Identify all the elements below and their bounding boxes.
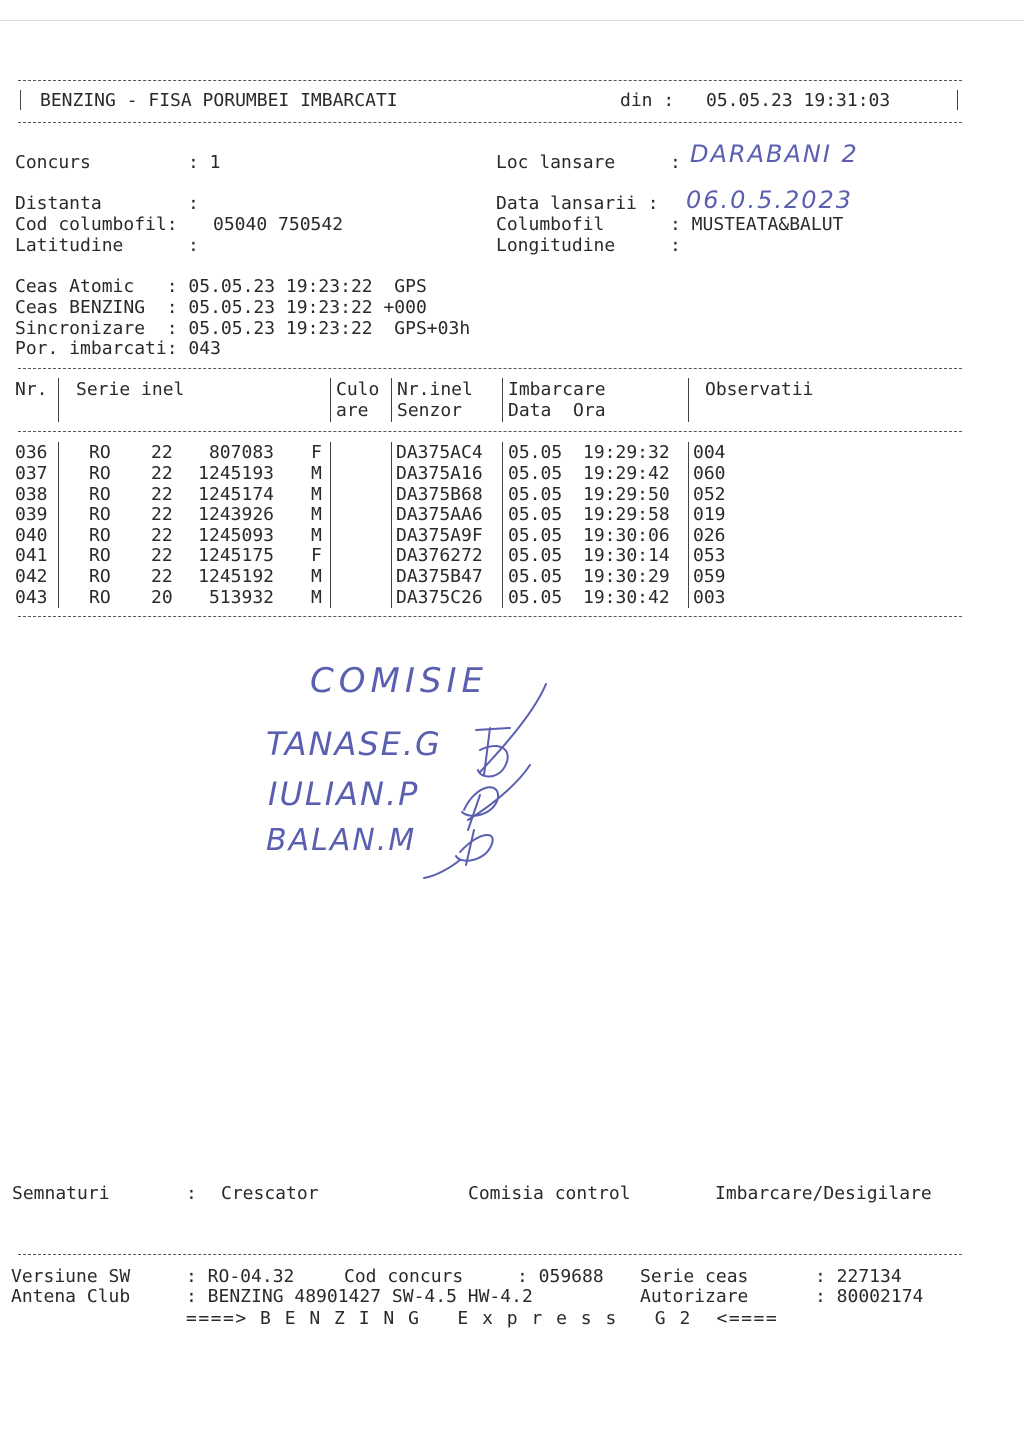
cell-obs: 060	[693, 463, 726, 484]
cell-nr: 036	[15, 442, 48, 463]
signature-1	[476, 728, 510, 777]
cell-obs: 052	[693, 484, 726, 505]
page-top-edge	[0, 20, 1024, 21]
table-row	[0, 506, 1024, 526]
cell-country: RO	[89, 525, 111, 546]
table-row	[0, 547, 1024, 567]
longitudine-value: :	[670, 235, 681, 256]
cell-sensor: DA376272	[396, 545, 483, 566]
cell-ring: 1245093	[198, 525, 274, 546]
cell-sex: M	[311, 525, 322, 546]
col-header-nr: Nr.	[15, 379, 48, 400]
table-bottom-rule	[18, 616, 962, 617]
versiune-label: Versiune SW	[11, 1266, 131, 1287]
col-divider-culo	[391, 378, 392, 422]
cell-country: RO	[89, 566, 111, 587]
cell-obs: 053	[693, 545, 726, 566]
antena-value: : BENZING 48901427 SW-4.5 HW-4.2	[186, 1286, 533, 1307]
loc-lansare-colon: :	[670, 152, 681, 173]
cell-date: 05.05	[508, 525, 563, 546]
cell-date: 05.05	[508, 566, 563, 587]
antena-label: Antena Club	[11, 1286, 131, 1307]
imbarcare-desigilare-label: Imbarcare/Desigilare	[715, 1183, 932, 1204]
cell-country: RO	[89, 587, 111, 608]
cell-year: 22	[151, 566, 173, 587]
cell-nr: 037	[15, 463, 48, 484]
cell-sex: M	[311, 587, 322, 608]
longitudine-label: Longitudine	[496, 235, 616, 256]
commission-member-2: IULIAN.P	[268, 775, 420, 813]
versiune-value: : RO-04.32	[186, 1266, 295, 1287]
cod-columbofil-value: 05040 750542	[213, 214, 344, 235]
latitudine-label: Latitudine	[15, 235, 124, 256]
col-divider-nr	[58, 378, 59, 422]
signature-3-tail	[424, 860, 460, 878]
data-lansarii-handwritten: 06.0.5.2023	[686, 186, 854, 214]
signature-2	[462, 787, 498, 830]
col-divider-senzor	[502, 378, 503, 422]
cell-time: 19:30:29	[583, 566, 670, 587]
autorizare-label: Autorizare	[640, 1286, 749, 1307]
cell-ring: 513932	[208, 587, 274, 608]
cell-obs: 004	[693, 442, 726, 463]
cod-concurs-label: Cod concurs	[344, 1266, 464, 1287]
loc-lansare-handwritten: DARABANI 2	[690, 140, 859, 168]
cell-obs: 059	[693, 566, 726, 587]
cell-sex: M	[311, 484, 322, 505]
semnaturi-label: Semnaturi	[12, 1183, 110, 1204]
cell-country: RO	[89, 442, 111, 463]
concurs-value: : 1	[188, 152, 221, 173]
cell-year: 22	[151, 442, 173, 463]
body-divider-imbarcare	[688, 442, 689, 608]
col-header-observatii: Observatii	[705, 379, 814, 400]
cell-ring: 1243926	[198, 504, 274, 525]
cell-year: 22	[151, 504, 173, 525]
cell-obs: 026	[693, 525, 726, 546]
cell-obs: 019	[693, 504, 726, 525]
table-row	[0, 527, 1024, 547]
document-title: BENZING - FISA PORUMBEI IMBARCATI	[40, 90, 398, 111]
cell-time: 19:29:58	[583, 504, 670, 525]
col-header-data-ora: Data Ora	[508, 400, 606, 421]
cell-date: 05.05	[508, 504, 563, 525]
cell-sex: F	[311, 545, 322, 566]
din-value: 05.05.23 19:31:03	[706, 90, 891, 111]
cell-ring: 1245193	[198, 463, 274, 484]
cell-nr: 043	[15, 587, 48, 608]
col-divider-serie	[330, 378, 331, 422]
table-row	[0, 465, 1024, 485]
body-divider-senzor	[502, 442, 503, 608]
cell-ring: 807083	[208, 442, 274, 463]
cell-sensor: DA375A9F	[396, 525, 483, 546]
crescator-label: Crescator	[221, 1183, 319, 1204]
col-divider-imbarcare	[688, 378, 689, 422]
comisia-control-label: Comisia control	[468, 1183, 631, 1204]
cell-time: 19:29:32	[583, 442, 670, 463]
sincronizare-line: Sincronizare : 05.05.23 19:23:22 GPS+03h	[15, 318, 471, 339]
cell-year: 22	[151, 463, 173, 484]
col-header-senzor: Senzor	[397, 400, 463, 421]
header-left-bar	[20, 90, 21, 110]
col-header-serie: Serie inel	[76, 379, 185, 400]
commission-member-1: TANASE.G	[266, 725, 442, 763]
col-header-are: are	[336, 400, 369, 421]
commission-member-3: BALAN.M	[266, 823, 417, 858]
cell-sensor: DA375AC4	[396, 442, 483, 463]
columbofil-label: Columbofil	[496, 214, 605, 235]
distanta-value: :	[188, 193, 199, 214]
cell-year: 20	[151, 587, 173, 608]
semnaturi-colon: :	[186, 1183, 197, 1204]
cell-sex: F	[311, 442, 322, 463]
serie-ceas-label: Serie ceas	[640, 1266, 749, 1287]
table-row	[0, 486, 1024, 506]
col-header-nrinel: Nr.inel	[397, 379, 473, 400]
cell-sensor: DA375C26	[396, 587, 483, 608]
cell-date: 05.05	[508, 587, 563, 608]
data-lansarii-label: Data lansarii :	[496, 193, 659, 214]
latitudine-value: :	[188, 235, 199, 256]
table-header-rule	[18, 431, 962, 432]
cell-nr: 041	[15, 545, 48, 566]
footer-rule	[18, 1254, 962, 1255]
signature-3	[456, 830, 493, 865]
cell-nr: 040	[15, 525, 48, 546]
cell-date: 05.05	[508, 463, 563, 484]
cell-country: RO	[89, 545, 111, 566]
cell-sex: M	[311, 504, 322, 525]
table-row	[0, 444, 1024, 464]
benzing-brand-line: ====> B E N Z I N G E x p r e s s G 2 <====	[186, 1308, 779, 1329]
cell-sensor: DA375B68	[396, 484, 483, 505]
cell-year: 22	[151, 525, 173, 546]
ceas-benzing-line: Ceas BENZING : 05.05.23 19:23:22 +000	[15, 297, 427, 318]
por-imbarcati-line: Por. imbarcati: 043	[15, 338, 221, 359]
commission-title: COMISIE	[310, 661, 488, 701]
cell-date: 05.05	[508, 484, 563, 505]
ceas-atomic-line: Ceas Atomic : 05.05.23 19:23:22 GPS	[15, 276, 427, 297]
header-bottom-rule	[18, 122, 962, 123]
cell-time: 19:30:14	[583, 545, 670, 566]
cell-ring: 1245175	[198, 545, 274, 566]
din-label: din :	[620, 90, 675, 111]
cod-columbofil-label: Cod columbofil:	[15, 214, 178, 235]
table-row	[0, 589, 1024, 609]
commission-signatures-scribble	[420, 680, 560, 880]
col-header-culo: Culo	[336, 379, 380, 400]
cell-sensor: DA375A16	[396, 463, 483, 484]
columbofil-value: : MUSTEATA&BALUT	[670, 214, 844, 235]
table-row	[0, 568, 1024, 588]
cell-country: RO	[89, 484, 111, 505]
cell-date: 05.05	[508, 442, 563, 463]
cod-concurs-value: : 059688	[517, 1266, 604, 1287]
cell-country: RO	[89, 463, 111, 484]
cell-time: 19:29:50	[583, 484, 670, 505]
concurs-label: Concurs	[15, 152, 91, 173]
cell-date: 05.05	[508, 545, 563, 566]
cell-year: 22	[151, 545, 173, 566]
cell-ring: 1245192	[198, 566, 274, 587]
autorizare-value: : 80002174	[815, 1286, 924, 1307]
table-top-rule	[18, 368, 962, 369]
col-header-imbarcare: Imbarcare	[508, 379, 606, 400]
cell-nr: 042	[15, 566, 48, 587]
body-divider-serie	[330, 442, 331, 608]
cell-time: 19:30:42	[583, 587, 670, 608]
cell-nr: 038	[15, 484, 48, 505]
cell-sensor: DA375AA6	[396, 504, 483, 525]
cell-nr: 039	[15, 504, 48, 525]
cell-sex: M	[311, 566, 322, 587]
cell-country: RO	[89, 504, 111, 525]
distanta-label: Distanta	[15, 193, 102, 214]
cell-obs: 003	[693, 587, 726, 608]
cell-sensor: DA375B47	[396, 566, 483, 587]
loc-lansare-label: Loc lansare	[496, 152, 616, 173]
cell-time: 19:29:42	[583, 463, 670, 484]
header-top-rule	[18, 80, 962, 81]
body-divider-culo	[391, 442, 392, 608]
cell-year: 22	[151, 484, 173, 505]
serie-ceas-value: : 227134	[815, 1266, 902, 1287]
header-right-bar	[957, 90, 958, 110]
body-divider-nr	[58, 442, 59, 608]
cell-sex: M	[311, 463, 322, 484]
cell-ring: 1245174	[198, 484, 274, 505]
cell-time: 19:30:06	[583, 525, 670, 546]
